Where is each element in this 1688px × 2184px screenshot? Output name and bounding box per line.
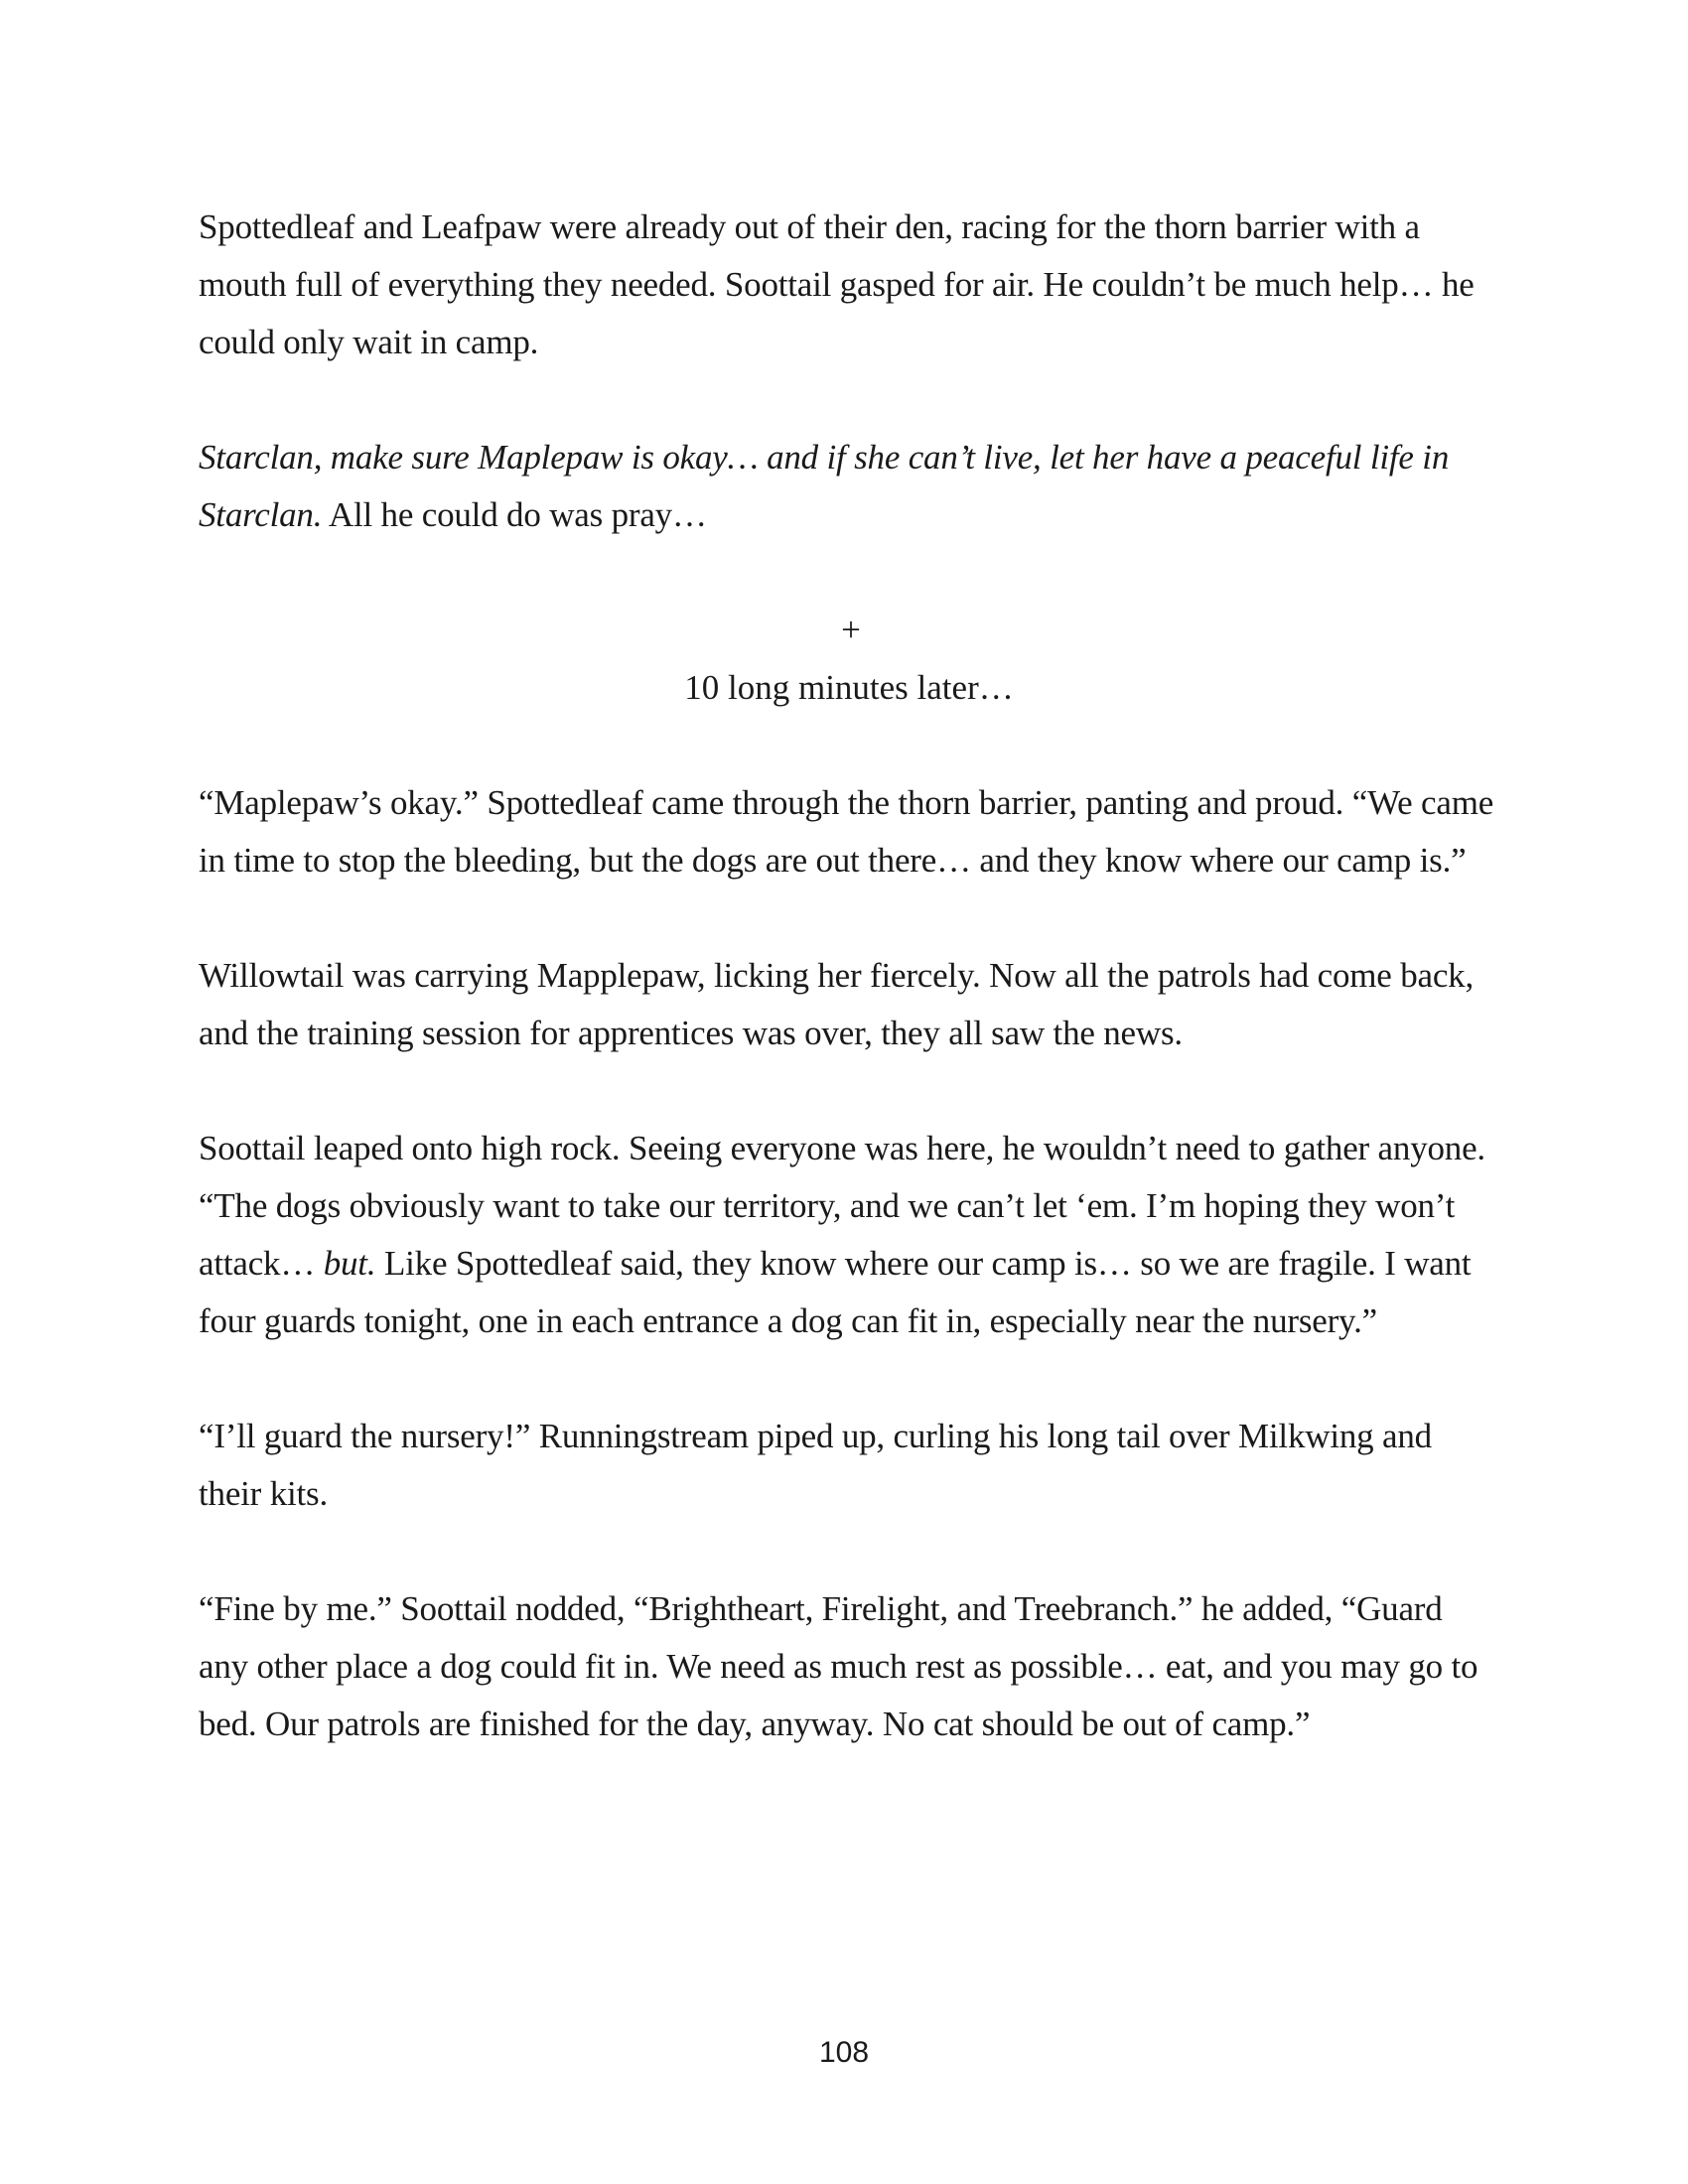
paragraph-4: Willowtail was carrying Mapplepaw, licking her fiercely. Now all the patrols had come back, and the training session for apprentices was over, they all saw the news. bbox=[199, 956, 1475, 1052]
paragraph-5 bbox=[199, 1120, 1499, 1350]
paragraph-3: “Maplepaw’s okay.” Spottedleaf came through the thorn barrier, panting and proud. “We came in time to stop the bleeding, but the dogs are out there… and they know where our camp is.” bbox=[199, 783, 1494, 880]
page-number: 108 bbox=[818, 2036, 870, 2069]
paragraph-1: Spottedleaf and Leafpaw were already out of their den, racing for the thorn barrier with a mouth full of everything they needed. Soottail gasped for air. He couldn’t be much help… he could only wait in camp. bbox=[199, 207, 1475, 361]
paragraph-5-end: Like Spottedleaf said, they know where our camp is… so we are fragile. I want four guards tonight, one in each entrance a dog can fit in, especially near the nursery.” bbox=[199, 1244, 1472, 1340]
paragraph-6: “I’ll guard the nursery!” Runningstream piped up, curling his long tail over Milkwing and their kits. bbox=[199, 1417, 1432, 1513]
time-skip-note: 10 long minutes later… bbox=[684, 668, 1014, 707]
paragraph-5-start: Soottail leaped onto high rock. Seeing everyone was here, he wouldn’t need to gather anyone. “The dogs obviously want to take our territory, and we can’t let ‘em. I’m hoping they won’t attack… bbox=[199, 1129, 1485, 1283]
page-body bbox=[199, 199, 1499, 1811]
paragraph-7: “Fine by me.” Soottail nodded, “Brightheart, Firelight, and Treebranch.” he added, “Guard any other place a dog could fit in. We need as much rest as possible… eat, and you may go to bed. Our patrols are finished for the day, anyway. No cat should be out of camp.” bbox=[199, 1589, 1478, 1743]
scene-separator: + bbox=[841, 611, 861, 649]
prayer-followup-text: All he could do was pray… bbox=[322, 495, 707, 534]
paragraph-2 bbox=[199, 429, 1499, 544]
prayer-italic-text: Starclan, make sure Maplepaw is okay… and if she can’t live, let her have a peaceful life in Starclan. bbox=[199, 438, 1450, 534]
paragraph-5-italic: but. bbox=[323, 1244, 376, 1283]
